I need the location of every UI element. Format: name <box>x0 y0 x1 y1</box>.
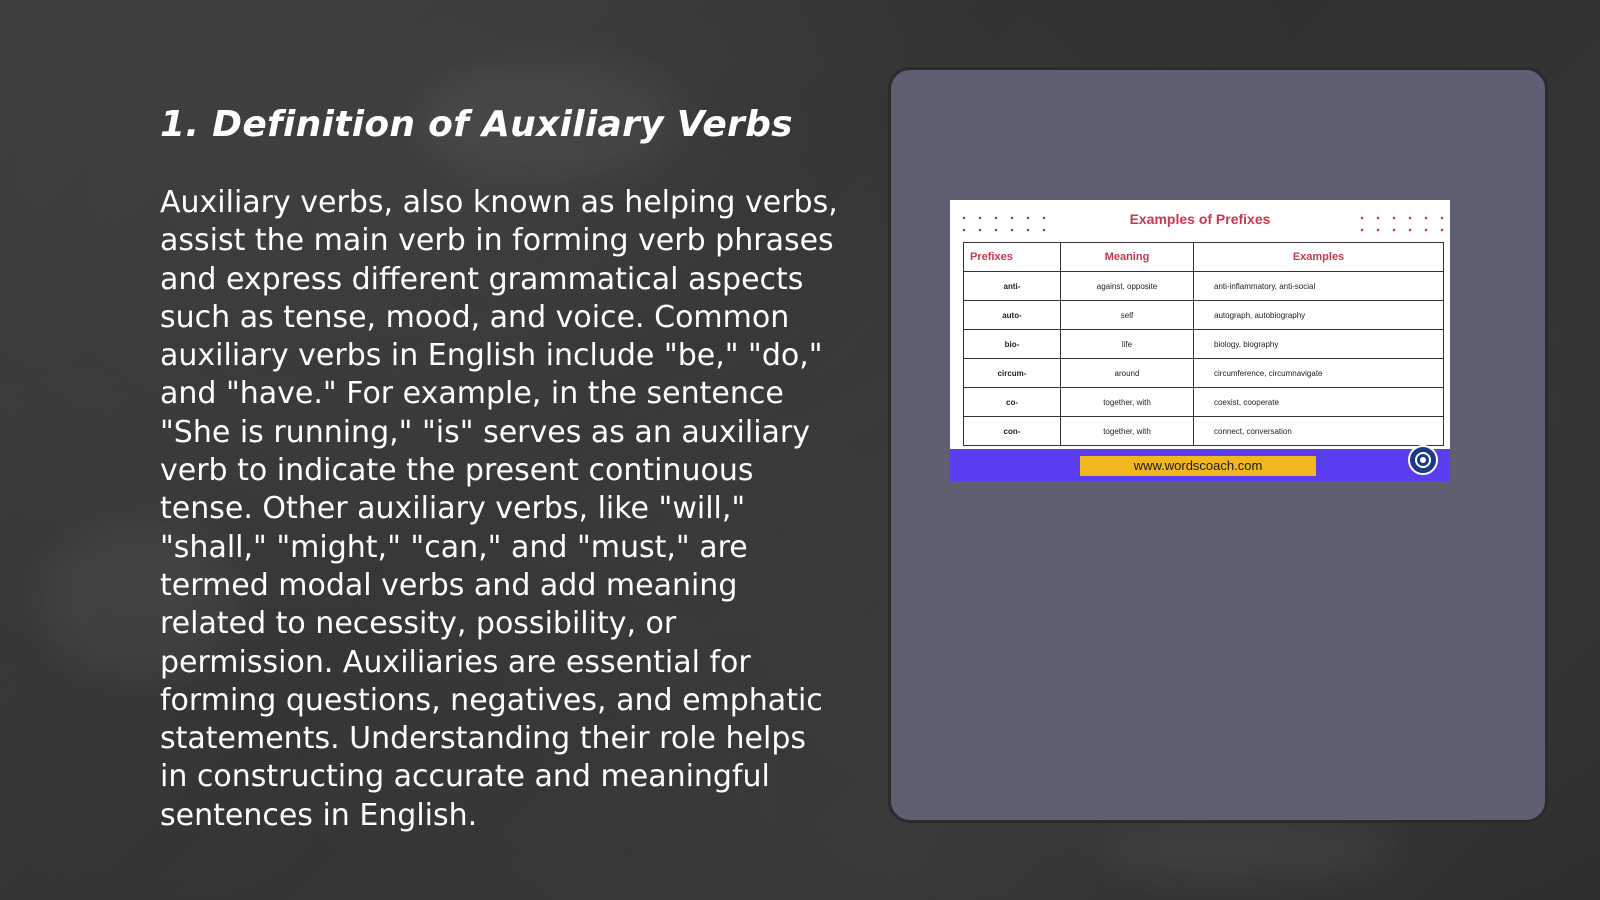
slide-title: 1. Definition of Auxiliary Verbs <box>160 104 793 145</box>
table-row <box>964 359 1444 388</box>
footer-band <box>950 449 1450 481</box>
cell-meaning: together, with <box>1061 388 1194 417</box>
prefix-infographic <box>950 200 1450 481</box>
infographic-title: Examples of Prefixes <box>1129 211 1271 227</box>
table-header-row <box>964 243 1444 272</box>
website-url: www.wordscoach.com <box>1080 456 1316 476</box>
cell-meaning: self <box>1061 301 1194 330</box>
table-row <box>964 417 1444 446</box>
table-row <box>964 272 1444 301</box>
table-row <box>964 330 1444 359</box>
table-row <box>964 301 1444 330</box>
cell-meaning: life <box>1061 330 1194 359</box>
cell-prefix: auto- <box>964 301 1061 330</box>
chalk-smudge <box>1100 820 1400 880</box>
cell-examples: connect, conversation <box>1194 417 1444 446</box>
cell-examples: biology, biography <box>1194 330 1444 359</box>
cell-examples: anti-inflammatory, anti-social <box>1194 272 1444 301</box>
cell-examples: autograph, autobiography <box>1194 301 1444 330</box>
cell-prefix: co- <box>964 388 1061 417</box>
header-prefixes: Prefixes <box>964 243 1061 272</box>
cell-meaning: together, with <box>1061 417 1194 446</box>
cell-prefix: con- <box>964 417 1061 446</box>
header-examples: Examples <box>1194 243 1444 272</box>
header-meaning: Meaning <box>1061 243 1194 272</box>
slide-body-text: Auxiliary verbs, also known as helping verbs, assist the main verb in forming verb phrases and express different grammatical aspects such as tense, mood, and voice. Common auxiliary verbs in English include "be," "do," and "have." For example, in the sentence "She is running," "is" serves as an auxiliary verb to indicate the present continuous tense. Other auxiliary verbs, like "will," "shall," "might," "can," and "must," are termed modal verbs and add meaning related to necessity, possibility, or permission. Auxiliaries are essential for forming questions, negatives, and emphatic statements. Understanding their role helps in constructing accurate and meaningful sentences in English. <box>160 185 838 833</box>
table-row <box>964 388 1444 417</box>
cell-examples: circumference, circumnavigate <box>1194 359 1444 388</box>
cell-examples: coexist, cooperate <box>1194 388 1444 417</box>
cell-prefix: bio- <box>964 330 1061 359</box>
cell-prefix: anti- <box>964 272 1061 301</box>
prefix-table <box>963 242 1444 446</box>
cell-meaning: against, opposite <box>1061 272 1194 301</box>
cell-prefix: circum- <box>964 359 1061 388</box>
wordscoach-logo-icon <box>1408 445 1438 475</box>
logo-glyph-icon <box>1414 451 1432 469</box>
cell-meaning: around <box>1061 359 1194 388</box>
